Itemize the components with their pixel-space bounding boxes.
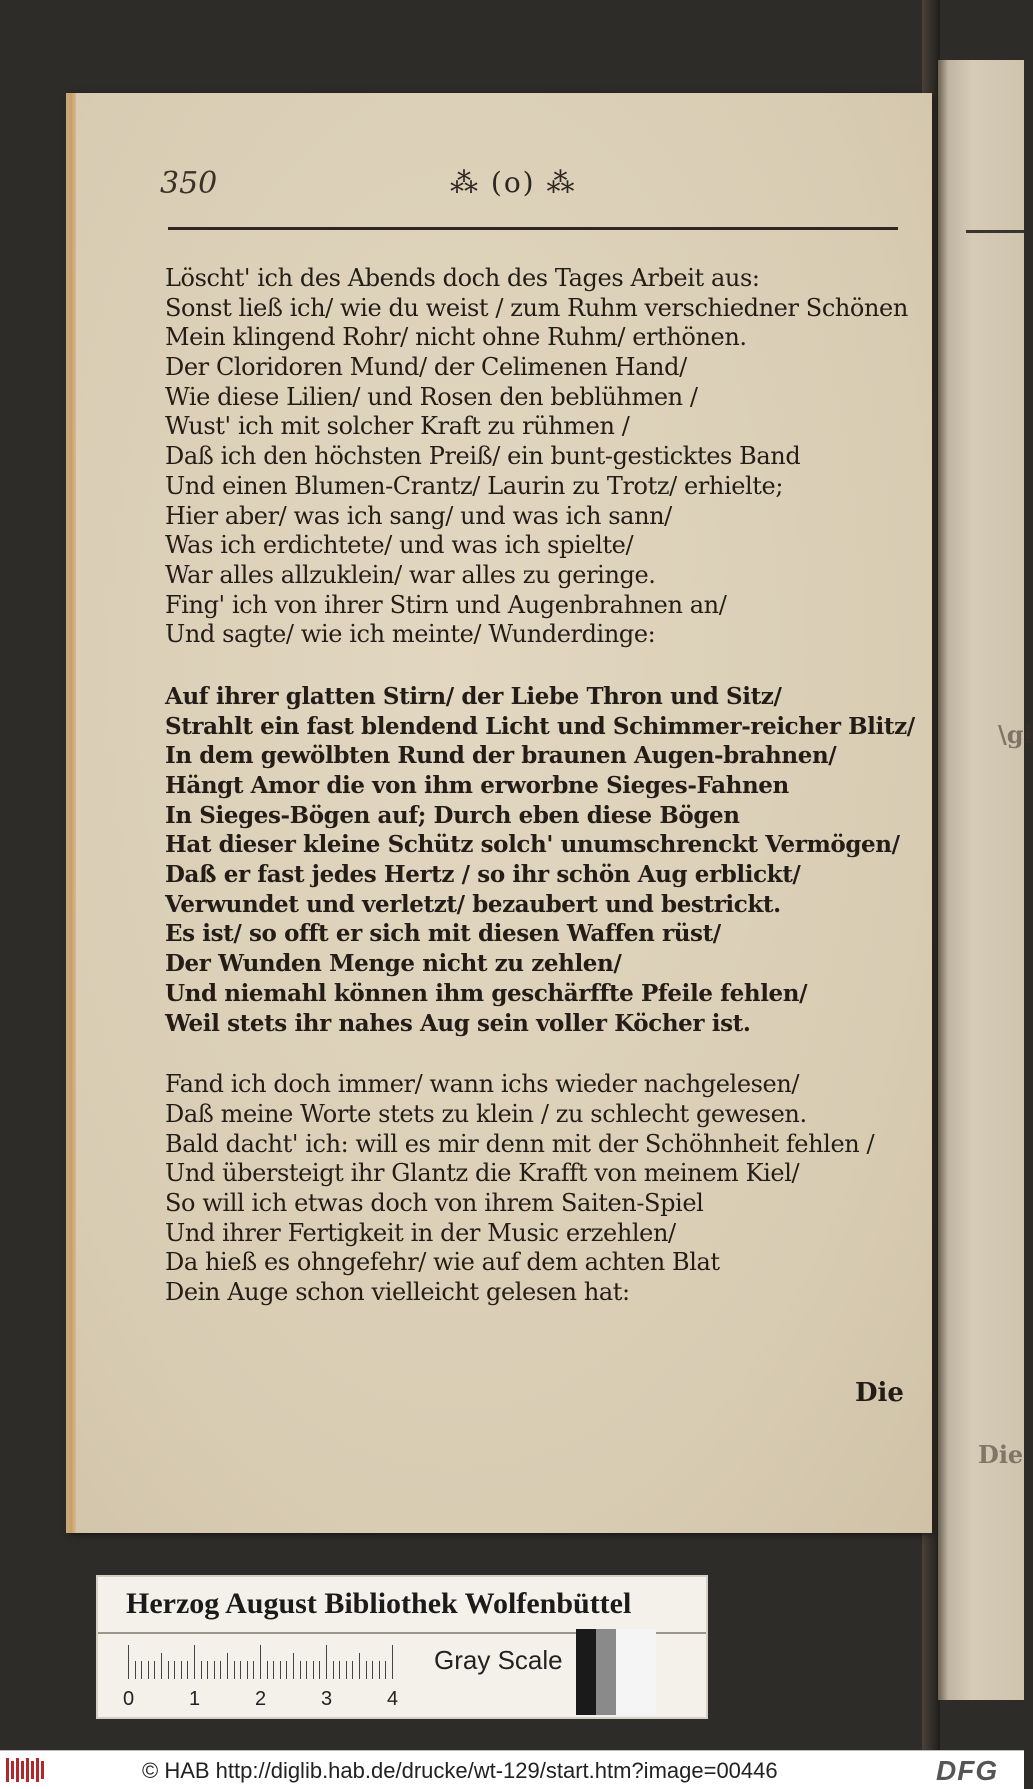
poem-line: Daß meine Worte stets zu klein / zu schlecht gewesen. <box>165 1099 807 1128</box>
footer-bar <box>0 1750 1024 1789</box>
poem-line: Und übersteigt ihr Glantz die Krafft von meinem Kiel/ <box>165 1159 800 1188</box>
ruler-tick <box>359 1653 360 1679</box>
poem-line: Auf ihrer glatten Stirn/ der Liebe Thron und Sitz/ <box>165 682 782 710</box>
ruler-tick <box>346 1661 347 1679</box>
ruler-tick <box>227 1653 228 1679</box>
poem-line: Es ist/ so offt er sich mit diesen Waffen rüst/ <box>165 920 721 948</box>
poem-line: Bald dacht' ich: will es mir denn mit der Schöhnheit fehlen / <box>165 1129 875 1158</box>
poem-line: Weil stets ihr nahes Aug sein voller Köcher ist. <box>165 1009 751 1037</box>
ruler-tick <box>286 1661 287 1679</box>
poem-line: Der Wunden Menge nicht zu zehlen/ <box>165 950 622 978</box>
hab-logo-icon <box>6 1758 46 1782</box>
ruler-tick <box>253 1661 254 1679</box>
ruler-tick <box>313 1661 314 1679</box>
header-rule <box>168 227 898 230</box>
gray-patch <box>616 1629 656 1715</box>
poem-line: Der Cloridoren Mund/ der Celimenen Hand/ <box>165 353 687 382</box>
poem-line: Wie diese Lilien/ und Rosen den beblühmen / <box>165 382 698 411</box>
poem-text <box>165 264 915 1340</box>
poem-line: Fand ich doch immer/ wann ichs wieder nachgelesen/ <box>165 1070 800 1099</box>
poem-line: Und ihrer Fertigkeit in der Music erzehlen/ <box>165 1218 676 1247</box>
poem-line: Und niemahl können ihm geschärffte Pfeile fehlen/ <box>165 979 808 1007</box>
stanza <box>165 682 915 1038</box>
library-title: Herzog August Bibliothek Wolfenbüttel <box>126 1587 632 1620</box>
ruler-tick <box>128 1645 129 1679</box>
page-edge <box>70 93 76 1533</box>
ruler-tick <box>220 1661 221 1679</box>
facing-page-fragment: Die <box>978 1440 1024 1469</box>
poem-line: Verwundet und verletzt/ bezaubert und bestrickt. <box>165 890 781 918</box>
poem-line: In Sieges-Bögen auf; Durch eben diese Bögen <box>165 801 740 829</box>
ruler-number: 2 <box>255 1688 267 1710</box>
facing-page-fragment: \gi <box>998 720 1033 749</box>
stanza <box>165 1070 905 1308</box>
ruler-tick <box>141 1661 142 1679</box>
ruler-tick <box>174 1661 175 1679</box>
ruler-tick <box>161 1653 162 1679</box>
poem-line: Daß ich den höchsten Preiß/ ein bunt-gesticktes Band <box>165 442 801 471</box>
ruler-tick <box>267 1661 268 1679</box>
poem-line: Daß er fast jedes Hertz / so ihr schön Aug erblickt/ <box>165 861 801 889</box>
gray-scale-label: Gray Scale <box>434 1645 563 1675</box>
ruler-number: 3 <box>321 1688 333 1710</box>
poem-line: Hängt Amor die von ihm erworbne Sieges-Fahnen <box>165 772 789 799</box>
ruler-tick <box>234 1661 235 1679</box>
ruler-tick <box>352 1661 353 1679</box>
poem-line: Mein klingend Rohr/ nicht ohne Ruhm/ erthönen. <box>165 323 747 352</box>
ruler-tick <box>135 1661 136 1679</box>
ruler-tick <box>366 1661 367 1679</box>
poem-line: Sonst ließ ich/ wie du weist / zum Ruhm verschiedner Schönen <box>165 293 908 322</box>
ruler-number: 4 <box>387 1688 399 1710</box>
poem-line: Hier aber/ was ich sang/ und was ich sann/ <box>165 501 672 530</box>
poem-line: Was ich erdichtete/ und was ich spielte/ <box>165 531 634 560</box>
ruler-number: 1 <box>189 1688 201 1710</box>
poem-line: Da hieß es ohngefehr/ wie auf dem achten Blat <box>165 1248 720 1277</box>
running-head <box>160 166 920 206</box>
ruler-tick <box>187 1661 188 1679</box>
ruler-tick <box>194 1645 195 1679</box>
ruler-tick <box>333 1661 334 1679</box>
ruler <box>123 1645 428 1710</box>
ruler-tick <box>293 1653 294 1679</box>
ruler-tick <box>240 1661 241 1679</box>
facing-page-rule <box>966 230 1024 233</box>
ruler-tick <box>372 1661 373 1679</box>
ruler-number: 0 <box>123 1688 135 1710</box>
ruler-tick <box>168 1661 169 1679</box>
poem-line: In dem gewölbten Rund der braunen Augen-brahnen/ <box>165 742 837 770</box>
poem-line: Und sagte/ wie ich meinte/ Wunderdinge: <box>165 620 656 649</box>
ruler-tick <box>300 1661 301 1679</box>
poem-line: War alles allzuklein/ war alles zu geringe. <box>165 560 656 589</box>
ruler-tick <box>201 1661 202 1679</box>
ruler-tick <box>306 1661 307 1679</box>
ruler-tick <box>385 1661 386 1679</box>
page-number: 350 <box>160 166 218 201</box>
stanza <box>165 264 908 650</box>
ruler-tick <box>379 1661 380 1679</box>
gray-scale-patches <box>576 1629 656 1715</box>
ruler-tick <box>392 1645 393 1679</box>
poem-line: Dein Auge schon vielleicht gelesen hat: <box>165 1278 630 1306</box>
poem-line: Strahlt ein fast blendend Licht und Schimmer-reicher Blitz/ <box>165 712 915 740</box>
facing-page-edge <box>938 60 1033 1700</box>
ruler-tick <box>326 1645 327 1679</box>
ruler-tick <box>273 1661 274 1679</box>
ruler-tick <box>154 1661 155 1679</box>
catchword: Die <box>855 1378 904 1408</box>
ruler-tick <box>339 1661 340 1679</box>
ruler-tick <box>148 1661 149 1679</box>
poem-line: Fing' ich von ihrer Stirn und Augenbrahnen an/ <box>165 590 727 619</box>
ruler-tick <box>319 1661 320 1679</box>
ruler-tick <box>207 1661 208 1679</box>
poem-line: Hat dieser kleine Schütz solch' unumschrenckt Vermögen/ <box>165 831 900 859</box>
gray-patch <box>576 1629 596 1715</box>
color-scale-card <box>96 1575 708 1719</box>
dfg-logo: DFG <box>936 1755 999 1786</box>
header-ornament: ⁂ (o) ⁂ <box>450 166 577 199</box>
poem-line: Und einen Blumen-Crantz/ Laurin zu Trotz/ erhielte; <box>165 471 784 500</box>
poem-line: Löscht' ich des Abends doch des Tages Arbeit aus: <box>165 264 760 292</box>
ruler-tick <box>247 1661 248 1679</box>
image-caption: © HAB http://diglib.hab.de/drucke/wt-129/start.htm?image=00446 <box>142 1758 778 1783</box>
ruler-tick <box>214 1661 215 1679</box>
ruler-tick <box>260 1645 261 1679</box>
ruler-tick <box>280 1661 281 1679</box>
ruler-tick <box>181 1661 182 1679</box>
poem-line: So will ich etwas doch von ihrem Saiten-Spiel <box>165 1188 704 1217</box>
gray-patch <box>596 1629 616 1715</box>
poem-line: Wust' ich mit solcher Kraft zu rühmen / <box>165 412 630 441</box>
